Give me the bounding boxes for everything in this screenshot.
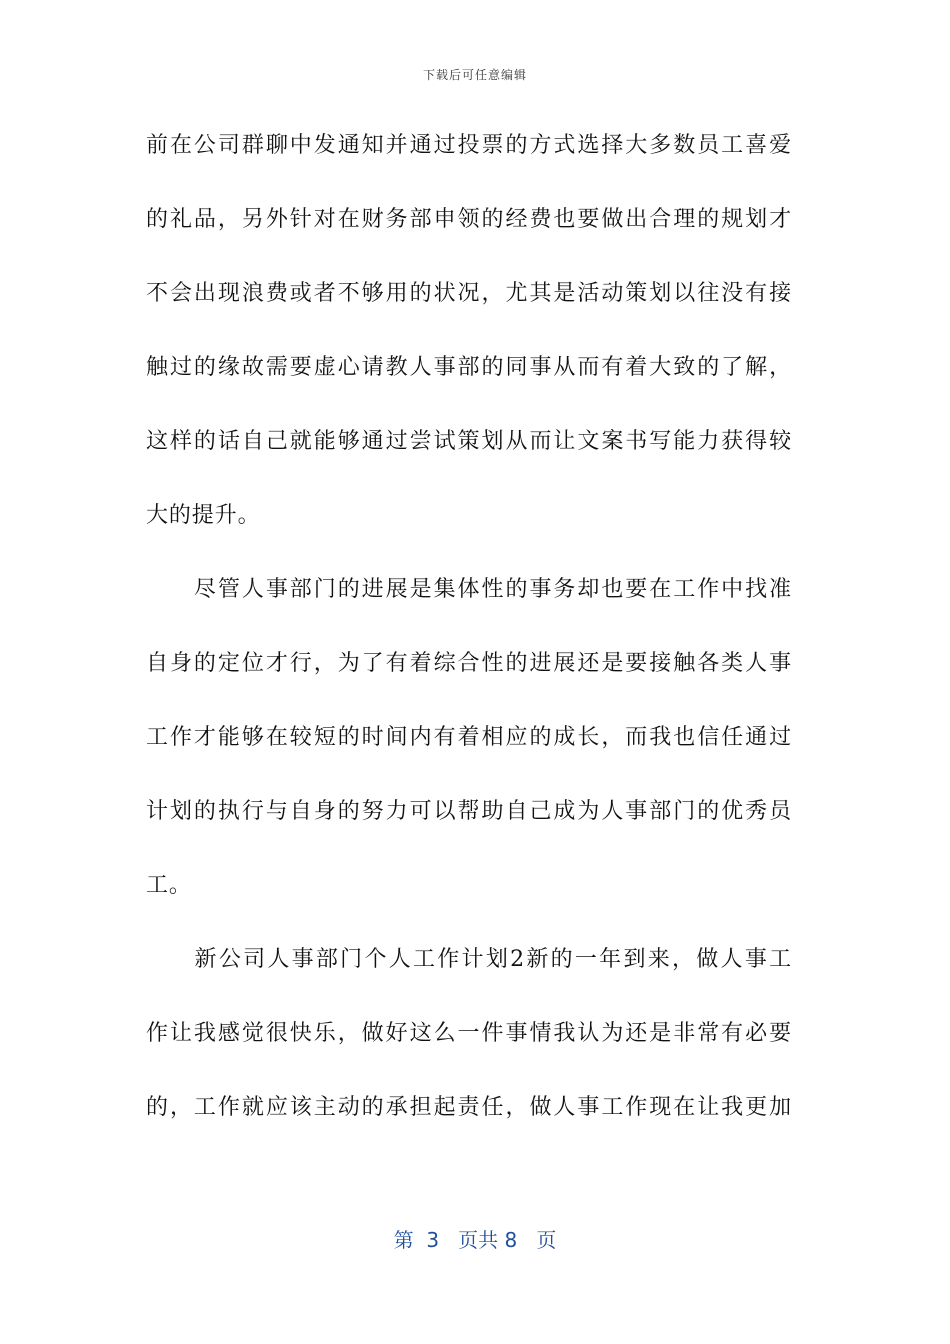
page-header: 下载后可任意编辑 — [422, 68, 527, 82]
text-line: 新公司人事部门个人工作计划2新的一年到来，做人事工 — [146, 947, 792, 972]
text-line: 不会出现浪费或者不够用的状况，尤其是活动策划以往没有接 — [146, 281, 792, 306]
text-line: 作让我感觉很快乐，做好这么一件事情我认为还是非常有必要 — [146, 1021, 792, 1046]
document-body — [146, 124, 792, 1160]
text-line: 的，工作就应该主动的承担起责任，做人事工作现在让我更加 — [146, 1095, 792, 1120]
text-line: 触过的缘故需要虚心请教人事部的同事从而有着大致的了解， — [146, 355, 792, 380]
text-line: 这样的话自己就能够通过尝试策划从而让文案书写能力获得较 — [146, 429, 792, 454]
text-line: 工作才能够在较短的时间内有着相应的成长，而我也信任通过 — [146, 725, 792, 750]
text-line: 大的提升。 — [146, 503, 261, 528]
text-line: 自身的定位才行，为了有着综合性的进展还是要接触各类人事 — [146, 651, 792, 676]
text-line: 计划的执行与自身的努力可以帮助自己成为人事部门的优秀员 — [146, 799, 792, 824]
text-line: 前在公司群聊中发通知并通过投票的方式选择大多数员工喜爱 — [146, 133, 792, 158]
text-line: 工。 — [146, 873, 192, 898]
text-line: 尽管人事部门的进展是集体性的事务却也要在工作中找准 — [146, 577, 792, 602]
text-line: 的礼品，另外针对在财务部申领的经费也要做出合理的规划才 — [146, 207, 792, 232]
page-footer: 第 3 页共 8 页 — [393, 1228, 557, 1252]
